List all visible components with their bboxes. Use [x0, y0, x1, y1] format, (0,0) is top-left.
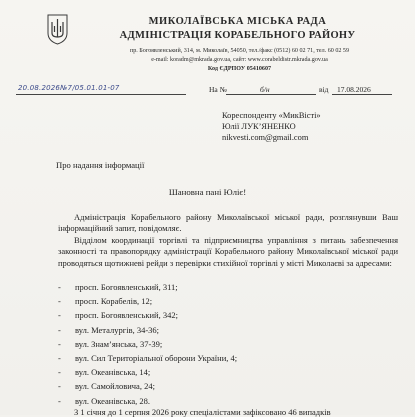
council-name: МИКОЛАЇВСЬКА МІСЬКА РАДА: [148, 16, 327, 27]
header-edrpou: Код ЄДРПОУ 05410607: [207, 66, 272, 72]
incoming-date: 17.08.2026: [337, 85, 371, 94]
list-item: - вул. Знам’янська, 37-39;: [58, 338, 163, 349]
list-item: - вул. Океанівська, 14;: [58, 367, 151, 378]
address-list: [58, 280, 237, 408]
recipient-name: Юлії ЛУК’ЯНЕНКО: [222, 122, 296, 131]
list-item: - вул. Океанівська, 28.: [58, 395, 150, 406]
divider: [226, 94, 316, 95]
list-item: - просп. Богоявленський, 311;: [58, 282, 178, 292]
incoming-number-value: б/н: [260, 85, 270, 94]
outgoing-number: 20.08.2026№7/05.01.01-07: [18, 84, 120, 92]
list-item: - вул. Металургів, 34-36;: [58, 324, 160, 335]
recipient-email: nikvesti.com@gmail.com: [222, 133, 309, 142]
incoming-number-label: На №: [209, 85, 227, 94]
registration-row: [14, 85, 409, 97]
list-item: - вул. Самойловича, 24;: [58, 381, 155, 392]
body-paragraph-1: Адміністрація Корабельного району Миколаївської міської ради, розглянувши Ваш інформаційний запит, повідомляє.: [58, 212, 398, 234]
divider: [332, 94, 392, 95]
list-item: - просп. Богоявленський, 342;: [58, 310, 178, 321]
letter-subject: Про надання інформації: [56, 160, 145, 170]
body-paragraph-2: Відділом координації торгівлі та підприємництва управління з питань забезпечення законності та правопорядку адміністрації Корабельного району Миколаївської міської ради проводяться щотижневі рейди з перевірки стихійної торгівлі у місті Миколаєві за адресами:: [58, 235, 398, 268]
salutation: Шановна пані Юліє!: [168, 187, 247, 197]
list-item: - вул. Сил Територіальної оборони України, 4;: [58, 352, 238, 363]
recipient-role: Кореспонденту «МикВісті»: [222, 111, 321, 120]
body-last-line: З 1 січня до 1 серпня 2026 року спеціалістами зафіксовано 46 випадків: [74, 407, 331, 417]
divider: [16, 94, 186, 95]
list-item: - просп. Корабелів, 12;: [58, 296, 153, 307]
administration-name: АДМІНІСТРАЦІЯ КОРАБЕЛЬНОГО РАЙОНУ: [119, 30, 356, 41]
header-contacts: e-mail: koradm@mkrada.gov.ua, сайт: www.corabeldistr.mkrada.gov.ua: [151, 57, 328, 63]
header-address: пр. Богоявленський, 314, м. Миколаїв, 54050, тел./факс (0512) 60 02 71, тел. 60 02 59: [129, 48, 350, 54]
incoming-date-label: від: [319, 85, 329, 94]
